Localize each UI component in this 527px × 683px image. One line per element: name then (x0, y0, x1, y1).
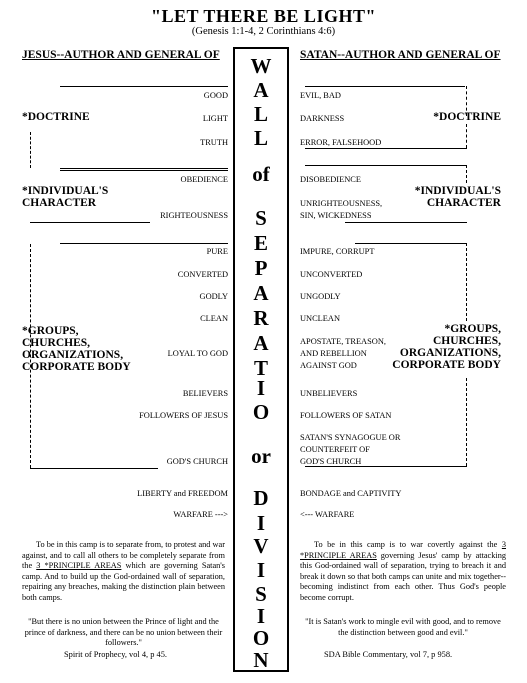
right-item-ungodly: UNGODLY (300, 292, 341, 301)
principle-areas-underlined: 3 *PRINCIPLE AREAS (36, 561, 122, 571)
wall-letter: W (250, 54, 272, 78)
left-item-loyal: LOYAL TO GOD (167, 349, 228, 358)
bracket-line (60, 243, 228, 244)
wall-letter: A (253, 331, 269, 355)
left-item-light: LIGHT (202, 114, 228, 123)
wall-letter: E (253, 231, 268, 255)
wall-letter: L (253, 126, 268, 150)
right-item-darkness: DARKNESS (300, 114, 345, 123)
bracket-line (60, 168, 228, 169)
bracket-line (466, 378, 467, 466)
bracket-line (305, 86, 465, 87)
left-item-pure: PURE (206, 247, 228, 256)
bracket-line (30, 222, 150, 223)
wall-letter: A (253, 281, 269, 305)
wall-letter: S (255, 206, 267, 230)
left-item-righteousness: RIGHTEOUSNESS (160, 211, 228, 220)
left-item-good: GOOD (203, 91, 228, 100)
left-item-believers: BELIEVERS (182, 389, 228, 398)
right-item-unconverted: UNCONVERTED (300, 270, 363, 279)
left-category-character-2: CHARACTER (22, 197, 97, 209)
wall-letter: L (253, 102, 268, 126)
bracket-line (305, 148, 467, 149)
wall-letter: V (253, 534, 269, 558)
left-item-liberty: LIBERTY and FREEDOM (137, 489, 228, 498)
left-citation: Spirit of Prophecy, vol 4, p 45. (64, 650, 167, 659)
right-category-character-1: *INDIVIDUAL'S (414, 185, 501, 197)
right-item-gods-church: GOD'S CHURCH (300, 457, 362, 466)
bracket-line (466, 243, 467, 321)
right-category-groups-4: CORPORATE BODY (392, 359, 501, 371)
bracket-line (305, 165, 467, 166)
right-item-rebellion: AND REBELLION (300, 349, 367, 358)
left-quote: "But there is no union between the Prince of light and the prince of darkness, and there can be no union between their followers." (24, 617, 223, 648)
wall-letter: O (252, 400, 270, 424)
right-item-apostate: APOSTATE, TREASON, (300, 337, 386, 346)
right-column-heading: SATAN--AUTHOR AND GENERAL OF (300, 49, 501, 61)
left-item-converted: CONVERTED (177, 270, 228, 279)
left-item-obedience: OBEDIENCE (180, 175, 228, 184)
right-category-groups-1: *GROUPS, (444, 323, 501, 335)
left-category-groups-1: *GROUPS, (22, 325, 79, 337)
left-item-godly: GODLY (199, 292, 228, 301)
wall-letter: I (256, 558, 266, 582)
right-item-unrighteousness: UNRIGHTEOUSNESS, (300, 199, 383, 208)
right-category-groups-3: ORGANIZATIONS, (399, 347, 501, 359)
left-column-heading: JESUS--AUTHOR AND GENERAL OF (22, 49, 220, 61)
right-item-sin: SIN, WICKEDNESS (300, 211, 372, 220)
left-category-doctrine: *DOCTRINE (22, 111, 90, 123)
right-quote: "It is Satan's work to mingle evil with good, and to remove the distinction between good and evil." (305, 617, 501, 637)
wall-letter: I (256, 511, 266, 535)
right-category-groups-2: CHURCHES, (432, 335, 501, 347)
bracket-line (60, 170, 228, 171)
wall-letter: A (253, 78, 269, 102)
right-category-doctrine: *DOCTRINE (433, 111, 501, 123)
bracket-line (30, 468, 158, 469)
right-explanation-paragraph: To be in this camp is to war covertly against the 3 *PRINCIPLE AREAS governing Jesus' camp by attacking this God-ordained wall of separation, trying to breach it and break it down so that both camps can unite and mix together--becoming indistinct from each other. Thus God's people become corrupt. (300, 540, 506, 602)
wall-letter: N (253, 648, 269, 672)
left-category-groups-4: CORPORATE BODY (22, 361, 131, 373)
left-item-followers: FOLLOWERS OF JESUS (139, 411, 228, 420)
left-category-groups-3: ORGANIZATIONS, (22, 349, 124, 361)
left-explanation-paragraph: To be in this camp is to separate from, to protest and war against, and to call all others to be completely separate from the 3 *PRINCIPLE AREAS which are governing Satan's camp. And to build up the God-ordained wall of separation, repairing any breaches, making the distinction plain between both camps. (22, 540, 226, 602)
right-item-followers: FOLLOWERS OF SATAN (300, 411, 392, 420)
left-category-groups-2: CHURCHES, (22, 337, 91, 349)
scripture-reference: (Genesis 1:1-4, 2 Corinthians 4:6) (191, 26, 336, 37)
page-title: "LET THERE BE LIGHT" (151, 6, 376, 26)
left-item-warfare: WARFARE ---> (173, 510, 228, 519)
wall-letter: I (256, 376, 266, 400)
bracket-line (466, 165, 467, 183)
wall-word-of: of (252, 162, 270, 186)
right-item-counterfeit: COUNTERFEIT OF (300, 445, 370, 454)
wall-letter: S (255, 582, 267, 606)
wall-letter: D (253, 486, 269, 510)
wall-letter: I (256, 604, 266, 628)
left-item-truth: TRUTH (200, 138, 228, 147)
bracket-line (345, 222, 467, 223)
bracket-line (355, 243, 467, 244)
right-item-unbelievers: UNBELIEVERS (300, 389, 358, 398)
right-item-impure: IMPURE, CORRUPT (300, 247, 375, 256)
wall-word-or: or (251, 444, 271, 468)
bracket-line (60, 86, 228, 87)
wall-letter: P (254, 256, 268, 280)
right-citation: SDA Bible Commentary, vol 7, p 958. (324, 650, 453, 659)
bracket-line (466, 124, 467, 148)
bracket-line (30, 132, 31, 168)
right-item-evil: EVIL, BAD (300, 91, 341, 100)
right-item-warfare: <--- WARFARE (300, 510, 355, 519)
right-item-error: ERROR, FALSEHOOD (300, 138, 382, 147)
wall-letter: T (253, 356, 268, 380)
wall-letter: R (253, 306, 269, 330)
left-item-clean: CLEAN (200, 314, 228, 323)
principle-areas-underlined: 3 *PRINCIPLE AREAS (300, 540, 506, 560)
right-item-disobedience: DISOBEDIENCE (300, 175, 361, 184)
wall-letter: O (252, 626, 270, 650)
right-item-unclean: UNCLEAN (300, 314, 341, 323)
left-item-church: GOD'S CHURCH (166, 457, 228, 466)
right-category-character-2: CHARACTER (426, 197, 501, 209)
right-item-synagogue: SATAN'S SYNAGOGUE OR (300, 433, 401, 442)
right-item-against-god: AGAINST GOD (300, 361, 357, 370)
right-item-bondage: BONDAGE and CAPTIVITY (300, 489, 402, 498)
left-category-character-1: *INDIVIDUAL'S (22, 185, 109, 197)
